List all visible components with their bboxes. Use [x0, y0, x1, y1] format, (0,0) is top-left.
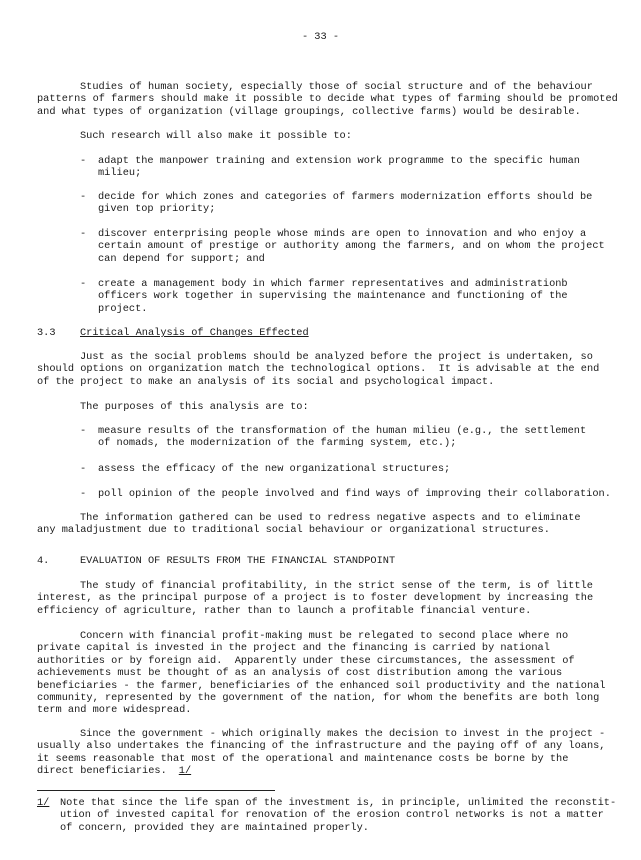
bullet-dash: - — [80, 155, 87, 167]
bullet-line: adapt the manpower training and extension work programme to the specific human — [98, 155, 580, 167]
bullet-line: milieu; — [98, 167, 142, 180]
paragraph — [37, 580, 593, 617]
bullet-line: certain amount of prestige or authority among the farmers, and on whom the project — [98, 240, 605, 253]
bullet-dash: - — [80, 488, 87, 500]
paragraph-line: it seems reasonable that most of the operational and maintenance costs be borne by the — [37, 752, 569, 765]
section-heading — [37, 327, 597, 339]
paragraph — [37, 512, 581, 537]
section-number: 3.3 — [37, 327, 56, 339]
paragraph-line: beneficiaries - the farmer, beneficiaries of the enhanced soil productivity and the national — [37, 679, 606, 692]
paragraph — [37, 81, 618, 118]
paragraph-line: Such research will also make it possible to: — [80, 130, 352, 142]
bullet-item — [80, 425, 586, 450]
paragraph — [37, 401, 309, 413]
paragraph-line: Studies of human society, especially those of social structure and of the behaviour — [80, 81, 593, 93]
bullet-line: decide for which zones and categories of farmers modernization efforts should be — [98, 191, 593, 203]
paragraph-line: Just as the social problems should be analyzed before the project is undertaken, so — [80, 351, 593, 363]
bullet-line: project. — [98, 302, 148, 315]
paragraph-line: interest, as the principal purpose of a project is to foster development by increasing the — [37, 592, 594, 605]
paragraph-line: The information gathered can be used to redress negative aspects and to eliminate — [80, 512, 581, 524]
footnote-line: Note that since the life span of the investment is, in principle, unlimited the reconstit- — [60, 797, 617, 809]
footnote — [37, 797, 616, 834]
bullet-item — [80, 155, 580, 180]
paragraph-line-text: direct beneficiaries. — [37, 765, 167, 778]
bullet-line: officers work together in supervising the maintenance and functioning of the — [98, 290, 568, 303]
bullet-line: of nomads, the modernization of the farming system, etc.); — [98, 437, 457, 450]
paragraph-line: any maladjustment due to traditional social behaviour or organizational structures. — [37, 524, 550, 537]
footnote-reference[interactable]: 1/ — [178, 765, 192, 778]
paragraph — [37, 130, 352, 142]
paragraph-line: usually also undertakes the financing of the infrastructure and the paying off of any loans, — [37, 740, 606, 753]
bullet-dash: - — [80, 425, 87, 437]
page-number: - 33 - — [301, 31, 340, 43]
bullet-item — [80, 463, 450, 475]
bullet-line: create a management body in which farmer representatives and administrationb — [98, 278, 568, 290]
paragraph-line: patterns of farmers should make it possible to decide what types of farming should be promoted — [37, 93, 618, 106]
bullet-line: discover enterprising people whose minds are open to innovation and who enjoy a — [98, 228, 587, 240]
paragraph-line: Concern with financial profit-making must be relegated to second place where no — [80, 630, 569, 642]
section-heading — [37, 555, 597, 567]
bullet-item — [80, 191, 592, 216]
paragraph-line: and what types of organization (village groupings, collective farms) would be desirable. — [37, 105, 581, 118]
bullet-item — [80, 228, 605, 265]
bullet-dash: - — [80, 228, 87, 240]
paragraph-line: achievements must be thought of as an analysis of cost distribution among the various — [37, 667, 563, 680]
footnote-separator — [37, 790, 275, 791]
section-number: 4. — [37, 555, 50, 567]
paragraph-line: community, represented by the government of the nation, for whom the benefits are both long — [37, 691, 600, 704]
paragraph — [37, 351, 599, 388]
paragraph-line: private capital is invested in the project and the financing is carried by national — [37, 642, 550, 655]
paragraph-line: should options on organization match the technological options. It is advisable at the end — [37, 363, 600, 376]
section-title: EVALUATION OF RESULTS FROM THE FINANCIAL STANDPOINT — [80, 555, 396, 567]
bullet-line: assess the efficacy of the new organizational structures; — [98, 463, 451, 475]
footnote-line: of concern, provided they are maintained properly. — [60, 821, 369, 834]
paragraph-line: efficiency of agriculture, rather than to launch a profitable financial venture. — [37, 604, 532, 617]
bullet-line: poll opinion of the people involved and find ways of improving their collaboration. — [98, 488, 611, 500]
section-title: Critical Analysis of Changes Effected — [80, 327, 309, 339]
bullet-line: can depend for support; and — [98, 252, 265, 265]
paragraph-line: The study of financial profitability, in the strict sense of the term, is of little — [80, 580, 593, 592]
bullet-line: given top priority; — [98, 203, 216, 216]
paragraph-line: Since the government - which originally makes the decision to invest in the project - — [80, 728, 606, 740]
bullet-item — [80, 278, 568, 315]
bullet-dash: - — [80, 191, 87, 203]
paragraph-line — [37, 765, 605, 777]
bullet-line: measure results of the transformation of the human milieu (e.g., the settlement — [98, 425, 587, 437]
paragraph — [37, 728, 605, 778]
bullet-item — [80, 488, 611, 500]
paragraph-line: authorities or by foreign aid. Apparently under these circumstances, the assessment of — [37, 654, 575, 667]
footnote-line: ution of invested capital for renovation of the erosion control networks is not a matter — [60, 809, 604, 822]
bullet-dash: - — [80, 463, 87, 475]
paragraph-line: of the project to make an analysis of its social and psychological impact. — [37, 375, 495, 388]
paragraph-line: term and more widespread. — [37, 704, 192, 717]
paragraph-line: The purposes of this analysis are to: — [80, 401, 309, 413]
bullet-dash: - — [80, 278, 87, 290]
footnote-marker: 1/ — [37, 797, 50, 809]
paragraph — [37, 630, 605, 717]
